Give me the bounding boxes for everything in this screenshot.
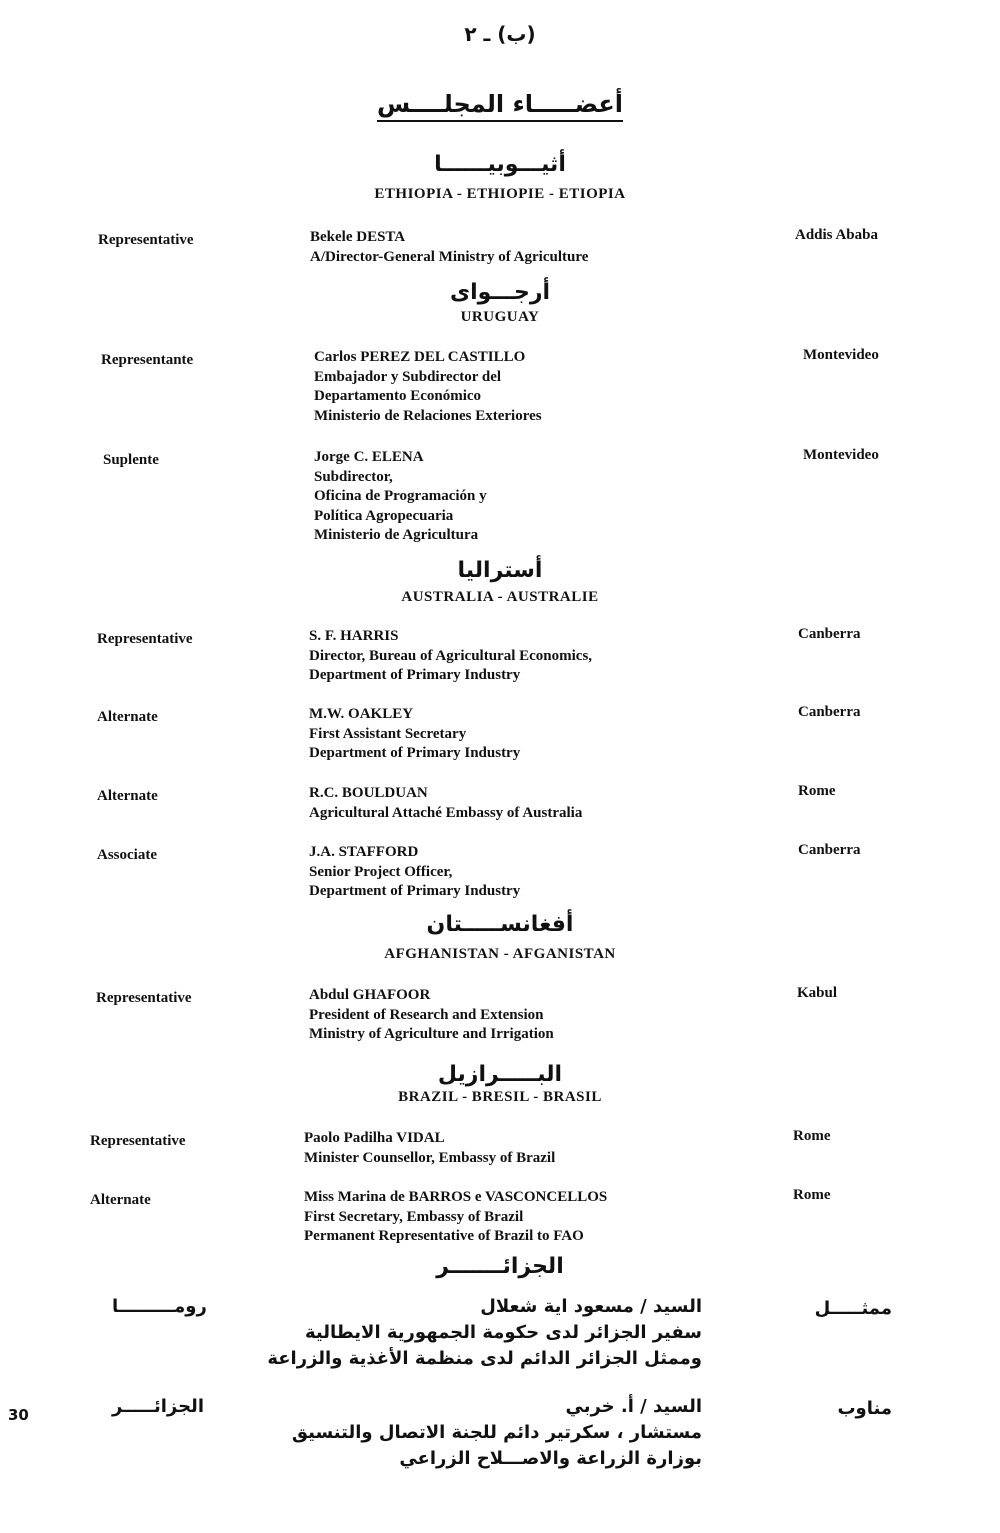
member-name: السيد / مسعود اية شعلال [480,1296,702,1317]
member-role: ممثـــــل [814,1298,892,1319]
member-city: Rome [793,1187,831,1203]
member-title-line: مستشار ، سكرتير دائم للجنة الاتصال والتنسيق [291,1422,702,1443]
country-heading-arabic: أثيـــوبيــــــا [434,152,566,177]
member-title-line: Agricultural Attaché Embassy of Australia [309,804,583,821]
country-heading: URUGUAY [460,309,540,325]
member-title-line: Departamento Económico [314,388,482,405]
member-role: Representative [97,631,193,647]
country-heading-arabic: الجزائـــــــر [436,1254,564,1279]
document-title: أعضـــــاء المجلــــس [376,90,624,118]
member-role: Alternate [97,788,158,804]
member-title-line: Embajador y Subdirector del [314,368,502,385]
country-heading: AFGHANISTAN - AFGANISTAN [384,946,616,962]
member-details [309,627,592,686]
member-title-line: Senior Project Officer, [309,863,453,880]
member-city: Canberra [798,842,861,858]
member-title-line: President of Research and Extension [309,1006,544,1023]
member-title-line: Oficina de Programación y [314,488,487,505]
country-heading: ETHIOPIA - ETHIOPIE - ETIOPIA [374,186,626,202]
member-role: Associate [97,847,157,863]
member-city: Rome [798,783,836,799]
country-heading-arabic: أفغانســـــتان [426,912,574,937]
member-role: مناوب [837,1398,892,1419]
member-title-line: Minister Counsellor, Embassy of Brazil [304,1149,556,1166]
member-city: Montevideo [803,447,879,463]
member-details [309,784,582,823]
member-details [309,986,554,1045]
member-title-line: Subdirector, [314,468,393,485]
member-city: Addis Ababa [795,227,878,243]
member-details [314,348,542,426]
member-name: M.W. OAKLEY [309,706,414,722]
country-heading-arabic: أرجـــواى [449,280,551,305]
member-name: السيد / أ. خربي [565,1396,702,1417]
member-name: Miss Marina de BARROS e VASCONCELLOS [304,1189,608,1205]
member-details [309,705,520,764]
member-details [267,1294,702,1372]
member-city: Canberra [798,626,861,642]
member-city: Canberra [798,704,861,720]
member-details [304,1129,555,1168]
member-name: S. F. HARRIS [309,628,399,644]
member-title-line: Department of Primary Industry [309,667,521,684]
country-heading-arabic: البـــــرازيل [437,1062,563,1087]
member-title-line: Department of Primary Industry [309,745,521,762]
member-city: رومـــــــــا [112,1296,207,1317]
member-title-line: First Secretary, Embassy of Brazil [304,1208,524,1225]
member-title-line: Department of Primary Industry [309,883,521,900]
member-details [310,228,588,267]
country-heading: AUSTRALIA - AUSTRALIE [401,589,599,605]
member-title-line: First Assistant Secretary [309,725,467,742]
member-name: Abdul GHAFOOR [309,987,431,1003]
country-heading: BRAZIL - BRESIL - BRASIL [398,1089,602,1105]
member-city: Kabul [797,985,838,1001]
member-role: Representative [98,232,194,248]
member-name: Bekele DESTA [310,229,406,245]
member-title-line: Director, Bureau of Agricultural Economics, [309,647,593,664]
member-title-line: Ministry of Agriculture and Irrigation [309,1026,554,1043]
member-title-line: Permanent Representative of Brazil to FAO [304,1228,584,1245]
member-name: Jorge C. ELENA [314,449,424,465]
page-label: (ب) ـ ٢ [464,22,536,46]
member-title-line: A/Director-General Ministry of Agriculture [310,248,589,265]
member-role: Alternate [97,709,158,725]
member-name: R.C. BOULDUAN [309,785,428,801]
member-details [292,1394,702,1472]
member-title-line: Ministerio de Relaciones Exteriores [314,407,542,424]
member-name: Paolo Padilha VIDAL [304,1130,445,1146]
member-title-line: Política Agropecuaria [314,507,454,524]
member-title-line: وممثل الجزائر الدائم لدى منظمة الأغذية والزراعة [267,1348,702,1369]
member-city: Rome [793,1128,831,1144]
member-role: Suplente [103,452,159,468]
page-number: 30 [8,1406,29,1424]
member-title-line: بوزارة الزراعة والاصـــلاح الزراعي [399,1448,702,1469]
member-role: Representative [96,990,192,1006]
country-heading-arabic: أستراليا [457,558,543,583]
member-role: Representative [90,1133,186,1149]
member-details [314,448,487,546]
member-city: Montevideo [803,347,879,363]
member-role: Alternate [90,1192,151,1208]
member-role: Representante [101,352,194,368]
member-name: J.A. STAFFORD [309,844,419,860]
member-title-line: سفير الجزائر لدى حكومة الجمهورية الايطالية [304,1322,702,1343]
member-title-line: Ministerio de Agricultura [314,527,479,544]
member-name: Carlos PEREZ DEL CASTILLO [314,349,526,365]
member-details [309,843,520,902]
member-city: الجزائـــــر [112,1396,204,1417]
member-details [304,1188,607,1247]
